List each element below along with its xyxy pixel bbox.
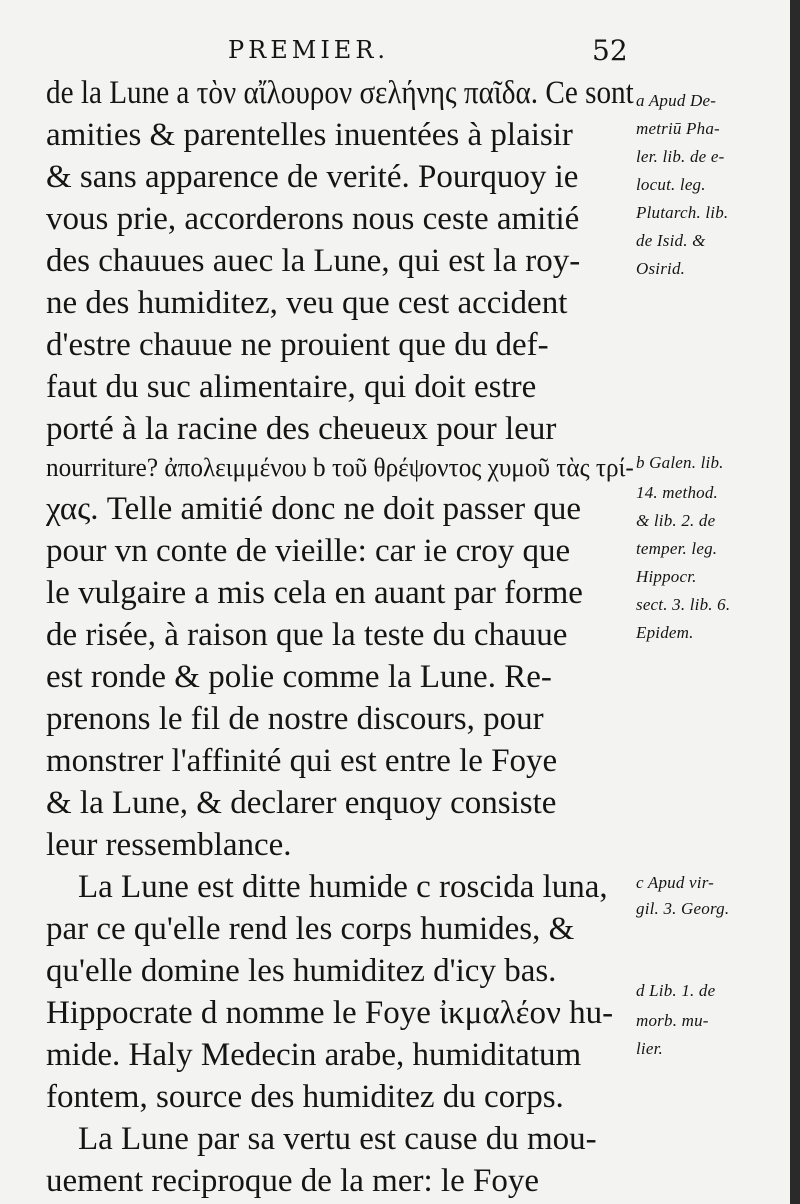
text-line: leur ressemblance. (46, 827, 292, 863)
text-line: La Lune par sa vertu est cause du mou- (78, 1121, 597, 1157)
text-line: Hippocrate d nomme le Foye ἰκμαλέον hu- (46, 995, 614, 1031)
page-number: 52 (592, 34, 628, 67)
text-line: pour vn conte de vieille: car ie croy que (46, 533, 571, 569)
marginal-note-line: sect. 3. lib. 6. (636, 595, 731, 614)
text-line: La Lune est ditte humide c roscida luna, (78, 869, 608, 905)
marginal-note-line: Epidem. (636, 623, 694, 642)
text-line: fontem, source des humiditez du corps. (46, 1079, 564, 1115)
text-line: vous prie, accorderons nous ceste amitié (46, 201, 580, 237)
text-line: ne des humiditez, veu que cest accident (46, 285, 568, 321)
marginal-note-line: c Apud vir- (636, 873, 715, 892)
text-line: est ronde & polie comme la Lune. Re- (46, 659, 552, 695)
text-line: & sans apparence de verité. Pourquoy ie (46, 159, 579, 195)
marginal-note-line: temper. leg. (636, 539, 718, 558)
marginal-note-line: Plutarch. lib. (636, 203, 729, 222)
text-line: qu'elle domine les humiditez d'icy bas. (46, 953, 557, 989)
text-line: des chauues auec la Lune, qui est la roy- (46, 243, 581, 279)
marginal-note-line: d Lib. 1. de (636, 981, 716, 1000)
text-line: porté à la racine des cheueux pour leur (46, 411, 557, 447)
text-line: uement reciproque de la mer: le Foye (46, 1163, 539, 1199)
text-line: nourriture? ἀπολειμμένου b τοῦ θρέψοντος χυμοῦ τὰς τρί- (46, 453, 634, 482)
text-line: faut du suc alimentaire, qui doit estre (46, 369, 537, 405)
marginal-note-line: locut. leg. (636, 175, 706, 194)
text-line: de risée, à raison que la teste du chauue (46, 617, 568, 653)
marginal-note-line: b Galen. lib. (636, 453, 724, 472)
marginal-note-line: 14. method. (636, 483, 718, 502)
marginal-note-line: de Isid. & (636, 231, 706, 250)
marginal-note-line: Osirid. (636, 259, 686, 278)
marginal-note-line: morb. mu- (636, 1011, 709, 1030)
text-line: prenons le fil de nostre discours, pour (46, 701, 544, 737)
marginal-note-line: a Apud De- (636, 91, 717, 110)
marginal-note-line: & lib. 2. de (636, 511, 716, 530)
text-line: monstrer l'affinité qui est entre le Foye (46, 743, 558, 779)
running-head: PREMIER. (228, 36, 390, 64)
text-line: χας. Telle amitié donc ne doit passer que (46, 491, 581, 527)
marginal-note-line: metriū Pha- (636, 119, 720, 138)
text-line: le vulgaire a mis cela en auant par forme (46, 575, 583, 611)
marginal-note-line: gil. 3. Georg. (636, 899, 730, 918)
text-line: amities & parentelles inuentées à plaisir (46, 117, 573, 153)
text-line: mide. Haly Medecin arabe, humiditatum (46, 1037, 582, 1073)
marginal-note-line: lier. (636, 1039, 663, 1058)
text-line: par ce qu'elle rend les corps humides, & (46, 911, 575, 947)
marginal-note-line: Hippocr. (636, 567, 697, 586)
marginal-note-line: ler. lib. de e- (636, 147, 725, 166)
text-line: & la Lune, & declarer enquoy consiste (46, 785, 557, 821)
text-line: d'estre chauue ne prouient que du def- (46, 327, 549, 363)
text-line: de la Lune a τὸν αἴλουρον σελήνης παῖδα. Ce sont (46, 75, 634, 111)
